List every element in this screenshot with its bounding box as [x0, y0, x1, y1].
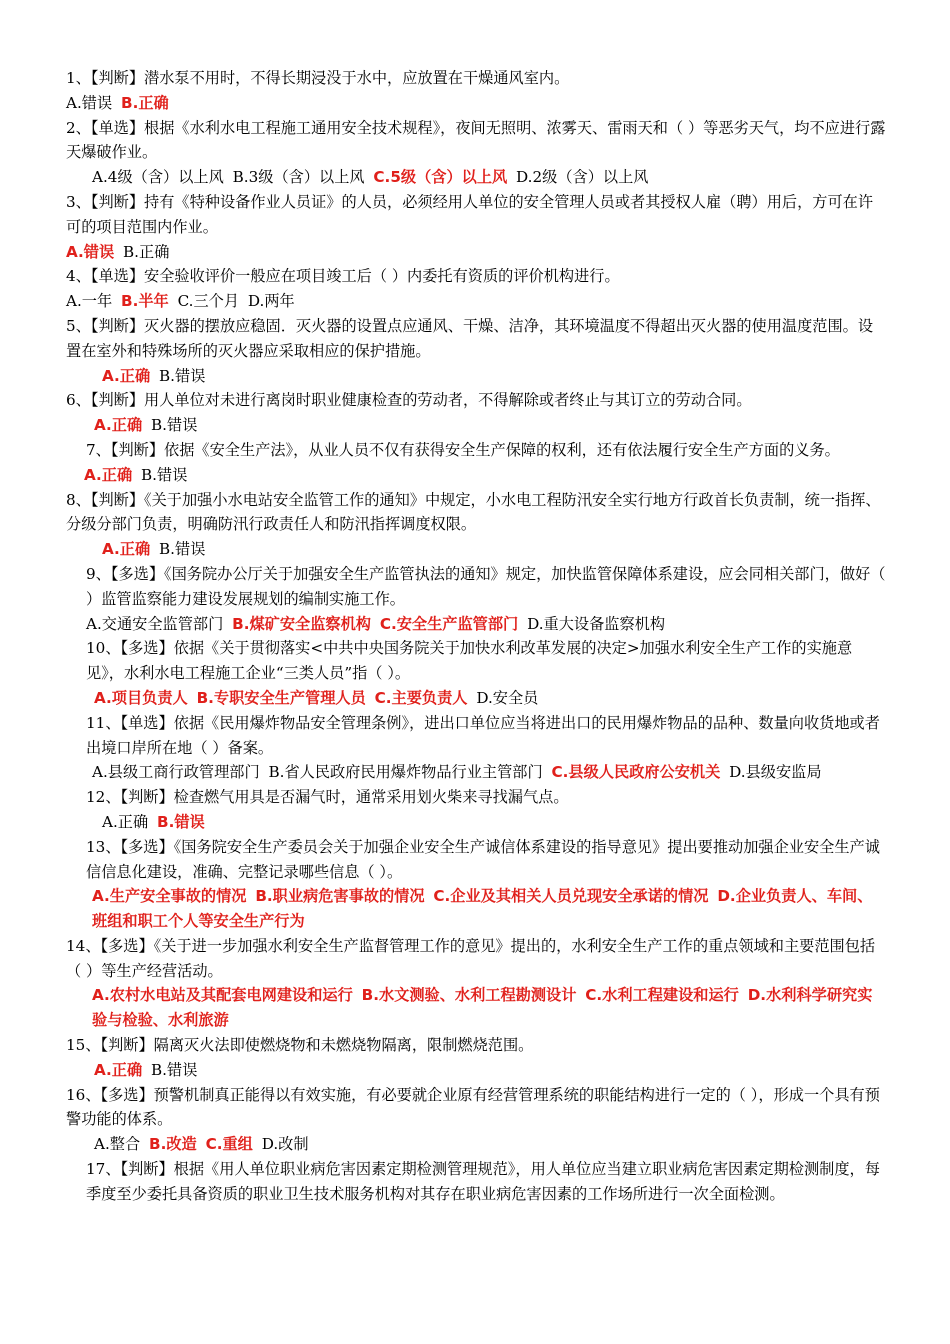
- correct-answer-option: C.县级人民政府公安机关: [551, 763, 721, 782]
- correct-answer-option: C.水利工程建设和运行: [585, 986, 739, 1005]
- answer-option: D.2级（含）以上风: [516, 168, 649, 187]
- question-11: 11、【单选】依据《民用爆炸物品安全管理条例》，进出口单位应当将进出口的民用爆炸物品的品种、数量向收货地或者出境口岸所在地（ ）备案。: [86, 713, 880, 757]
- correct-answer-option: C.重组: [205, 1135, 253, 1154]
- question-2: 2、【单选】根据《水利水电工程施工通用安全技术规程》，夜间无照明、浓雾天、雷雨天和（ ）等恶劣天气，均不应进行露天爆破作业。: [66, 118, 886, 162]
- options-11: [66, 760, 886, 785]
- answer-option: B.错误: [159, 366, 206, 385]
- question-7: 7、【判断】依据《安全生产法》，从业人员不仅有获得安全生产保障的权利，还有依法履行安全生产方面的义务。: [86, 440, 840, 459]
- answer-option: A.4级（含）以上风: [92, 168, 224, 187]
- correct-answer-option: D.企业负责人、车间、班组和职工个人等安全生产行为: [92, 887, 873, 931]
- answer-option: B.正确: [123, 242, 170, 261]
- question-13: 13、【多选】《国务院安全生产委员会关于加强企业安全生产诚信体系建设的指导意见》提出要推动加强企业安全生产诚信信息化建设，准确、完整记录哪些信息（ ）。: [86, 837, 880, 881]
- correct-answer-option: B.半年: [121, 292, 169, 311]
- answer-option: D.重大设备监察机构: [527, 614, 666, 633]
- answer-option: A.错误: [66, 93, 113, 112]
- answer-option: D.安全员: [476, 688, 539, 707]
- answer-option: B.错误: [159, 540, 206, 559]
- answer-option: A.县级工商行政管理部门: [92, 763, 260, 782]
- options-16: [66, 1132, 886, 1157]
- question-6: 6、【判断】用人单位对未进行离岗时职业健康检查的劳动者，不得解除或者终止与其订立的劳动合同。: [66, 391, 752, 410]
- answer-option: A.交通安全监管部门: [86, 614, 224, 633]
- answer-option: B.错误: [151, 1060, 198, 1079]
- correct-answer-option: A.错误: [66, 242, 115, 261]
- options-2: [66, 165, 886, 190]
- correct-answer-option: C.企业及其相关人员兑现安全承诺的情况: [433, 887, 709, 906]
- question-8: 8、【判断】《关于加强小水电站安全监管工作的通知》中规定，小水电工程防汛安全实行地方行政首长负责制，统一指挥、分级分部门负责，明确防汛行政责任人和防汛指挥调度权限。: [66, 490, 881, 534]
- answer-option: D.两年: [247, 292, 295, 311]
- question-17: 17、【判断】根据《用人单位职业病危害因素定期检测管理规范》，用人单位应当建立职业病危害因素定期检测制度，每季度至少委托具备资质的职业卫生技术服务机构对其存在职业病危害因素的工作场所进行一次全面检测。: [86, 1160, 880, 1203]
- correct-answer-option: A.正确: [94, 1060, 143, 1079]
- options-7: [66, 463, 886, 488]
- options-6: [66, 413, 886, 438]
- question-15: 15、【判断】隔离灭火法即使燃烧物和未燃烧物隔离，限制燃烧范围。: [66, 1036, 534, 1055]
- question-10: 10、【多选】依据《关于贯彻落实<中共中央国务院关于加快水利改革发展的决定>加强水利安全生产工作的实施意见》，水利水电工程施工企业“三类人员”指（ ）。: [86, 639, 853, 683]
- options-1: [66, 91, 886, 116]
- correct-answer-option: C.安全生产监管部门: [379, 614, 519, 633]
- answer-option: B.3级（含）以上风: [232, 168, 365, 187]
- answer-option: D.改制: [261, 1135, 309, 1154]
- options-4: [66, 289, 886, 314]
- correct-answer-option: C.5级（含）以上风: [373, 168, 508, 187]
- answer-option: C.三个月: [177, 292, 240, 311]
- question-12: 12、【判断】检查燃气用具是否漏气时，通常采用划火柴来寻找漏气点。: [86, 788, 569, 807]
- correct-answer-option: A.农村水电站及其配套电网建设和运行: [92, 986, 353, 1005]
- correct-answer-option: B.正确: [121, 93, 169, 112]
- correct-answer-option: A.正确: [102, 366, 151, 385]
- correct-answer-option: B.水文测验、水利工程勘测设计: [361, 986, 577, 1005]
- question-14: 14、【多选】《关于进一步加强水利安全生产监督管理工作的意见》提出的，水利安全生产工作的重点领域和主要范围包括（ ）等生产经营活动。: [66, 936, 876, 980]
- options-13: [66, 884, 886, 934]
- question-5: 5、【判断】灭火器的摆放应稳固．灭火器的设置点应通风、干燥、洁净，其环境温度不得超出灭火器的使用温度范围。设置在室外和特殊场所的灭火器应采取相应的保护措施。: [66, 316, 874, 360]
- options-9: [66, 612, 886, 637]
- answer-option: B.省人民政府民用爆炸物品行业主管部门: [268, 763, 543, 782]
- correct-answer-option: D.水利科学研究实验与检验、水利旅游: [92, 986, 873, 1030]
- question-1: 1、【判断】潜水泵不用时，不得长期浸没于水中，应放置在干燥通风室内。: [66, 69, 570, 87]
- correct-answer-option: B.煤矿安全监察机构: [232, 614, 371, 633]
- correct-answer-option: A.正确: [102, 540, 151, 559]
- options-5: [66, 364, 886, 389]
- correct-answer-option: B.改造: [149, 1135, 197, 1154]
- options-14: [66, 983, 886, 1033]
- correct-answer-option: A.正确: [94, 416, 143, 435]
- question-16: 16、【多选】预警机制真正能得以有效实施，有必要就企业原有经营管理系统的职能结构进行一定的（ ），形成一个具有预警功能的体系。: [66, 1085, 880, 1129]
- question-9: 9、【多选】《国务院办公厅关于加强安全生产监管执法的通知》规定，加快监管保障体系建设，应会同相关部门，做好（ ）监管监察能力建设发展规划的编制实施工作。: [86, 564, 886, 608]
- correct-answer-option: B.错误: [157, 812, 205, 831]
- options-15: [66, 1058, 886, 1083]
- correct-answer-option: A.生产安全事故的情况: [92, 887, 247, 906]
- question-4: 4、【单选】安全验收评价一般应在项目竣工后（ ）内委托有资质的评价机构进行。: [66, 267, 620, 286]
- question-document: [66, 66, 886, 1207]
- answer-option: B.错误: [141, 465, 188, 484]
- correct-answer-option: C.主要负责人: [374, 688, 468, 707]
- options-3: [66, 240, 886, 265]
- answer-option: A.一年: [66, 292, 113, 311]
- answer-option: A.整合: [94, 1135, 141, 1154]
- answer-option: D.县级安监局: [729, 763, 822, 782]
- options-10: [66, 686, 886, 711]
- answer-option: A.正确: [102, 812, 149, 831]
- options-12: [66, 810, 886, 835]
- question-3: 3、【判断】持有《特种设备作业人员证》的人员，必须经用人单位的安全管理人员或者其授权人雇（聘）用后，方可在许可的项目范围内作业。: [66, 192, 874, 236]
- correct-answer-option: B.专职安全生产管理人员: [196, 688, 366, 707]
- answer-option: B.错误: [151, 416, 198, 435]
- options-8: [66, 537, 886, 562]
- correct-answer-option: A.项目负责人: [94, 688, 188, 707]
- correct-answer-option: A.正确: [84, 465, 133, 484]
- correct-answer-option: B.职业病危害事故的情况: [255, 887, 425, 906]
